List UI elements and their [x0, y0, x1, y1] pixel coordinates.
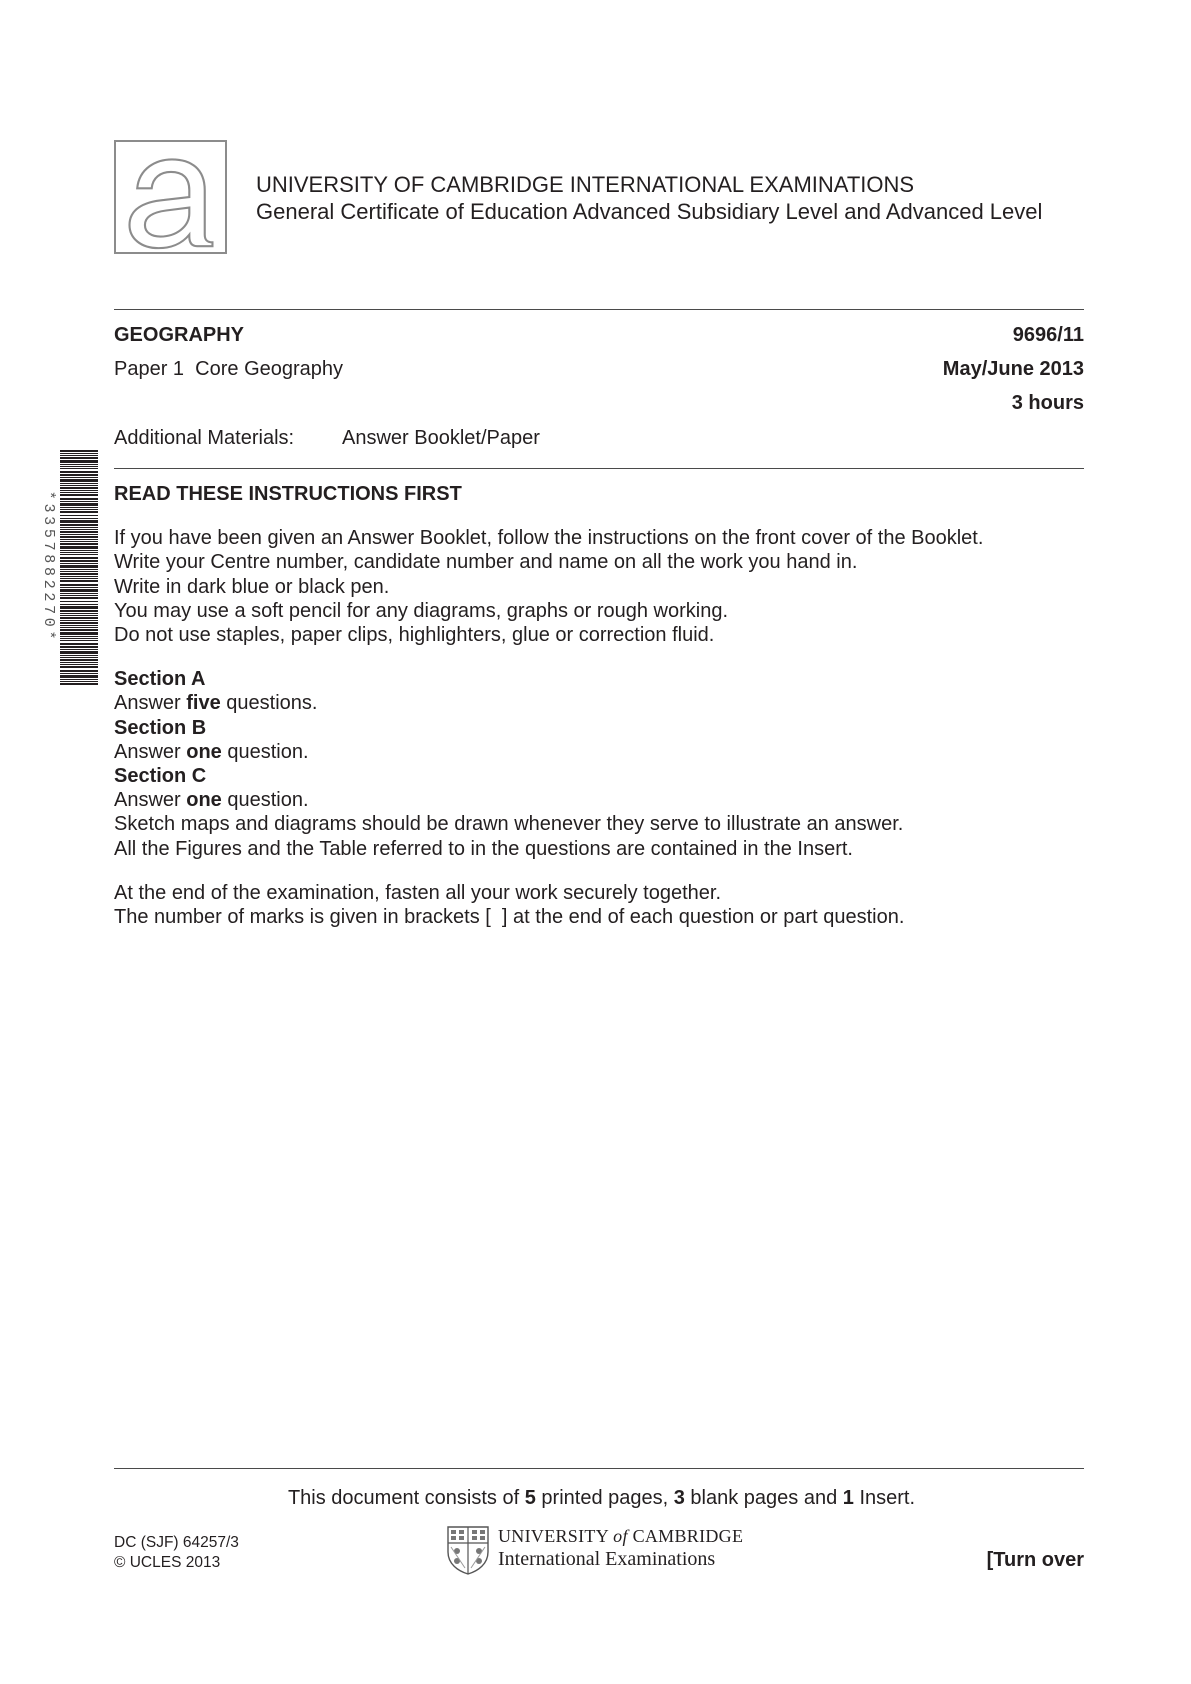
qualification-name: General Certificate of Education Advanced Subsidiary Level and Advanced Level: [256, 199, 1043, 224]
instruction-line: You may use a soft pencil for any diagrams, graphs or rough working.: [114, 599, 729, 622]
instructions-block: [114, 482, 1074, 929]
exam-board-heading: [256, 171, 1042, 225]
instructions-heading: READ THESE INSTRUCTIONS FIRST: [114, 483, 462, 505]
a-logo-icon: [116, 142, 225, 252]
turn-over: [Turn over: [986, 1549, 1084, 1571]
ucie-line2: International Examinations: [498, 1548, 716, 1570]
instruction-line: If you have been given an Answer Booklet, follow the instructions on the front cover of the Booklet.: [114, 527, 984, 550]
ucie-line1: UNIVERSITY of CAMBRIDGE: [498, 1526, 744, 1546]
header-divider: [114, 309, 1084, 310]
paper-title: Paper 1 Core Geography: [114, 358, 344, 380]
section-c-title: Section C: [114, 765, 207, 788]
exam-duration: 3 hours: [1011, 392, 1084, 414]
copyright: © UCLES 2013: [114, 1554, 221, 1571]
footer-divider: [114, 1468, 1084, 1469]
section-b-title: Section B: [114, 716, 207, 739]
cie-a-logo: [114, 140, 227, 254]
instruction-line: Do not use staples, paper clips, highlighters, glue or correction fluid.: [114, 624, 715, 647]
end-instruction-line: At the end of the examination, fasten all your work securely together.: [114, 881, 722, 904]
sketch-note: Sketch maps and diagrams should be drawn whenever they serve to illustrate an answer.: [114, 813, 904, 836]
additional-materials-label: Additional Materials:: [114, 427, 295, 449]
subject-title: GEOGRAPHY: [114, 324, 245, 346]
candidate-barcode: [40, 450, 98, 685]
page-count-note: This document consists of 5 printed pages, 3 blank pages and 1 Insert.: [287, 1487, 916, 1509]
instruction-line: Write your Centre number, candidate number and name on all the work you hand in.: [114, 551, 858, 574]
exam-session: May/June 2013: [942, 358, 1084, 380]
additional-materials-value: Answer Booklet/Paper: [342, 427, 540, 449]
ucie-logo: [447, 1526, 747, 1576]
board-name: UNIVERSITY OF CAMBRIDGE INTERNATIONAL EXAMINATIONS: [256, 172, 915, 197]
materials-divider: [114, 468, 1084, 469]
instruction-line: Write in dark blue or black pen.: [114, 575, 390, 598]
section-c-rule: Answer one question.: [114, 789, 309, 812]
section-b-rule: Answer one question.: [114, 740, 309, 763]
end-instruction-line: The number of marks is given in brackets [ ] at the end of each question or part question.: [114, 906, 905, 929]
section-a-rule: Answer five questions.: [114, 692, 318, 715]
section-a-title: Section A: [114, 668, 206, 691]
document-code: DC (SJF) 64257/3: [114, 1534, 239, 1551]
insert-note: All the Figures and the Table referred to in the questions are contained in the Insert.: [114, 837, 853, 860]
paper-code: 9696/11: [1012, 324, 1084, 346]
barcode-number: *3357882270*: [40, 490, 57, 644]
cambridge-crest-icon: [447, 1526, 489, 1575]
